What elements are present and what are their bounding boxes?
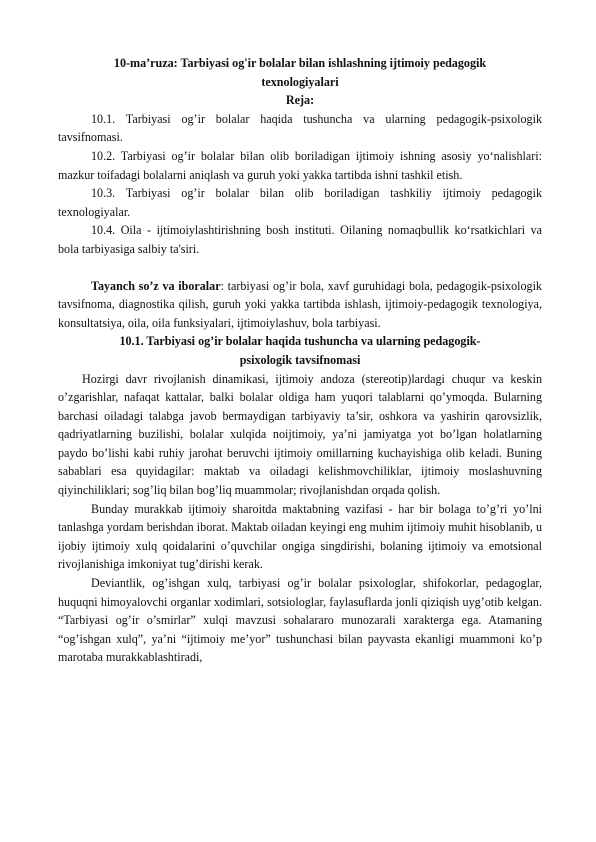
keywords-label: Tayanch so’z va iboralar bbox=[91, 278, 221, 293]
plan-item: 10.4. Oila - ijtimoiylashtirishning bosh instituti. Oilaning nomaqbullik ko‘rsatkichlari va bola tarbiyasiga salbiy ta'siri. bbox=[58, 223, 542, 256]
body-paragraph: Deviantlik, og’ishgan xulq, tarbiyasi og’ir bolalar psixologlar, shifokorlar, pedagoglar, huquqni himoyalovchi organlar xodimlari, sotsiologlar, faylasuflarda jonli qiziqish uyg’otib kelgan. “Tarbiyasi og’ir o’smirlar” xulqi mavzusi sohalararo munozarali xarakterga ega. Atamaning “og’ishgan xulq”, ya’ni “ijtimoiy me’yor” tushunchasi bilan payvasta ekanligi muammoni ko’p marotaba murakkablashtiradi, bbox=[58, 576, 542, 665]
plan-label: Reja: bbox=[285, 93, 315, 108]
plan-item: 10.1. Tarbiyasi og’ir bolalar haqida tushuncha va ularning pedagogik-psixologik tavsifnomasi. bbox=[58, 111, 542, 145]
document-page bbox=[58, 54, 542, 667]
section-heading-line-1: 10.1. Tarbiyasi og’ir bolalar haqida tushuncha va ularning pedagogik- bbox=[119, 334, 481, 349]
lecture-title-line-1: 10-ma’ruza: Tarbiyasi og'ir bolalar bilan ishlashning ijtimoiy pedagogik bbox=[113, 56, 487, 70]
body-paragraph: Hozirgi davr rivojlanish dinamikasi, ijtimoiy andoza (stereotip)lardagi chuqur va keskin o’zgarishlar, nafaqat kattalar, balki bolalar oldiga ham yuqori talablarni qo’ymoqda. Bularning barchasi oiladagi talabga javob bermaydigan tarbiyaviy ta’sir, oshkora va yashirin qarovsizlik, qadriyatlarning buzilishi, bolalar xulqida noijtimoiy, ya’ni jamiyatga yot bo’lgan holatlarning paydo bo’lishi kabi ruhiy jarohat beruvchi ijtimoiy omillarning kuchayishiga olib keladi. Buning sabablari esa quyidagilar: maktab va oiladagi kelishmovchiliklar, ijtimoiy moslashuvning qiyinchiliklari; sog’liq bilan bog’liq muammolar; rivojlanishdan orqada qolish. bbox=[58, 371, 542, 498]
section-heading-line-2: psixologik tavsifnomasi bbox=[239, 352, 361, 367]
keywords-text: : tarbiyasi og’ir bola, xavf guruhidagi bola, pedagogik-psixologik tavsifnoma, diagnostika qilish, guruh yoki yakka tartibda ishlash, ijtimoiy-pedagogik texnologiya, konsultatsiya, oila, oila funksiyalari, ijtimoiylashuv, bola tarbiyasi. bbox=[58, 278, 542, 330]
lecture-title-line-2: texnologiyalari bbox=[261, 74, 339, 89]
spacer bbox=[58, 259, 542, 277]
plan-item: 10.2. Tarbiyasi og’ir bolalar bilan olib boriladigan ijtimoiy ishning asosiy yo‘nalishlari: mazkur toifadagi bolalarni aniqlash va guruh yoki yakka tartibda ishni tashkil etish. bbox=[58, 148, 542, 182]
keywords-paragraph bbox=[58, 277, 542, 333]
plan-item: 10.3. Tarbiyasi og’ir bolalar bilan olib boriladigan tashkiliy ijtimoiy pedagogik texnologiyalar. bbox=[58, 186, 542, 219]
body-paragraph: Bunday murakkab ijtimoiy sharoitda maktabning vazifasi - har bir bolaga to’g’ri yo’lni tanlashga yordam berishdan iborat. Maktab oiladan keyingi eng muhim ijtimoiy muhit hisoblanib, u ijobiy ijtimoiy xulq qoidalarini o’quvchilar ongiga singdirishi, bolaning ijtimoiy va emotsional rivojlanishiga imkoniyat tug’dirishi kerak. bbox=[58, 501, 542, 572]
